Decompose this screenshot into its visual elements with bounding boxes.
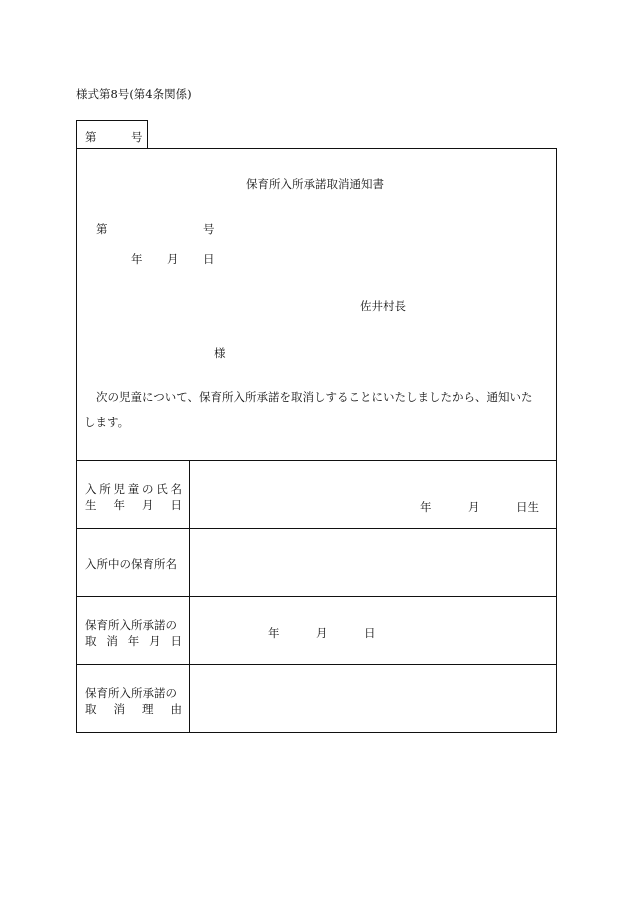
row-label-cancel-reason: 取 消 理 由	[85, 702, 182, 716]
row-divider	[77, 664, 556, 665]
row-label-cancel-approval-2: 保育所入所承諾の	[85, 686, 177, 700]
doc-number-dai: 第	[96, 222, 108, 236]
number-box-go: 号	[131, 130, 143, 144]
column-divider	[189, 461, 190, 733]
form-number-label: 様式第8号(第4条関係)	[76, 87, 192, 101]
date-year: 年	[131, 252, 143, 266]
cancel-day-label: 日	[364, 626, 376, 640]
notice-form	[76, 148, 557, 733]
document-title: 保育所入所承諾取消通知書	[246, 177, 384, 191]
doc-number-go: 号	[203, 222, 215, 236]
issuer-name: 佐井村長	[360, 299, 406, 313]
number-box-dai: 第	[85, 130, 97, 144]
birth-day-label: 日生	[516, 500, 539, 514]
row-label-current-nursery: 入所中の保育所名	[85, 557, 177, 571]
row-divider	[77, 596, 556, 597]
row-label-birth-date: 生 年 月 日	[85, 498, 182, 512]
row-label-cancel-date: 取 消 年 月 日	[85, 634, 182, 648]
birth-month-label: 月	[468, 500, 480, 514]
row-divider	[77, 528, 556, 529]
row-label-cancel-approval: 保育所入所承諾の	[85, 618, 177, 632]
date-month: 月	[167, 252, 179, 266]
cancel-year-label: 年	[268, 626, 280, 640]
cancel-month-label: 月	[316, 626, 328, 640]
addressee-suffix: 様	[214, 346, 226, 360]
birth-year-label: 年	[420, 500, 432, 514]
date-day: 日	[203, 252, 215, 266]
row-label-child-name: 入 所 児 童 の 氏 名	[85, 482, 182, 496]
number-box	[76, 120, 148, 149]
body-text-line-2: します。	[84, 415, 130, 429]
table-top-border	[77, 460, 556, 461]
body-text-line-1: 次の児童について、保育所入所承諾を取消しすることにいたしましたから、通知いた	[96, 390, 533, 404]
